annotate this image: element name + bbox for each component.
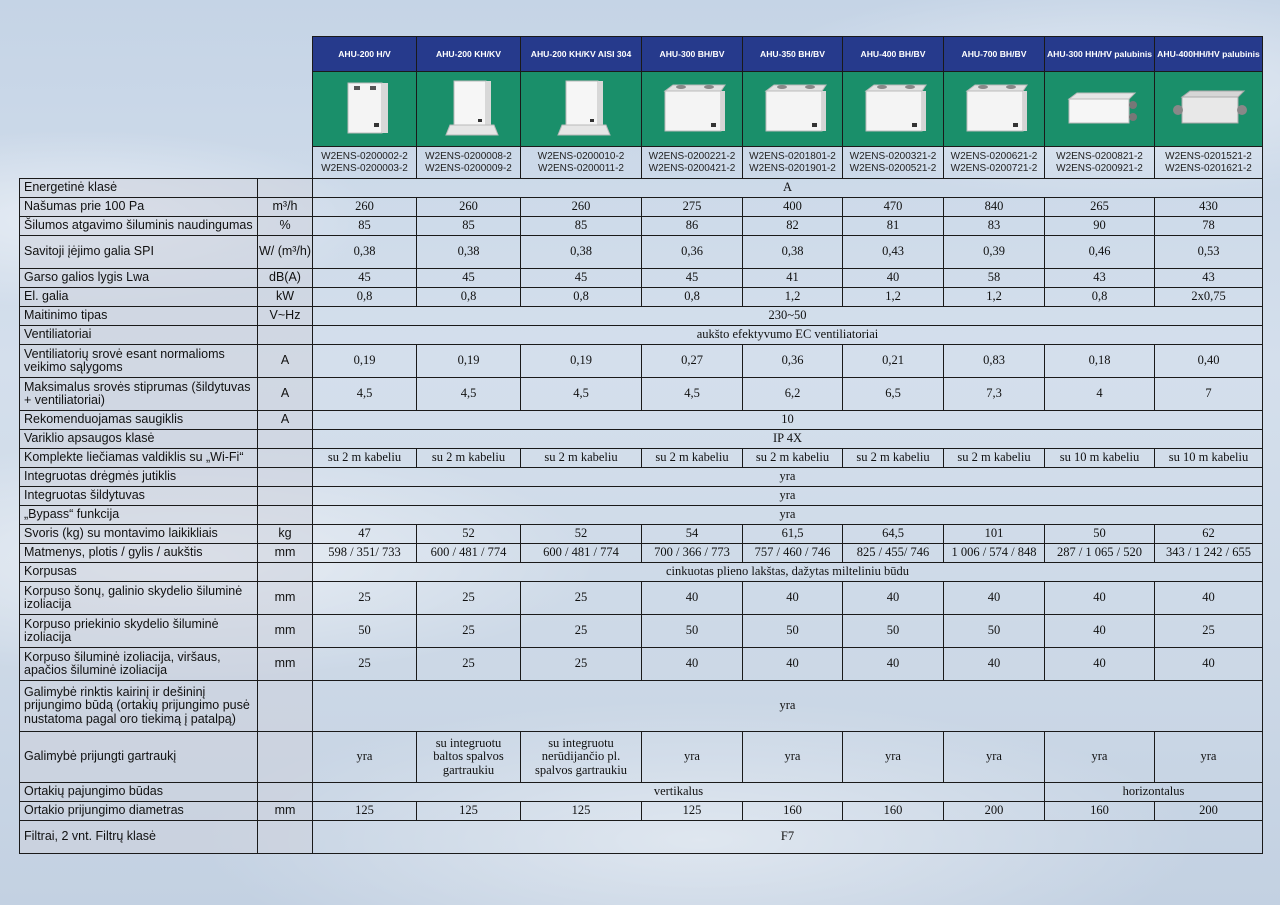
value-cell: 0,36 (642, 236, 743, 269)
product-code: W2ENS-0200821-2 (1056, 151, 1143, 162)
product-name: AHU-300 HH/HV palubinis (1045, 37, 1155, 72)
value-cell-merged: IP 4X (313, 430, 1263, 449)
value-cell: 430 (1155, 198, 1263, 217)
product-code: W2ENS-0200008-2 (425, 151, 512, 162)
ventilation-unit-icon (748, 77, 838, 141)
unit-label: V~Hz (258, 307, 313, 326)
value-cell: 54 (642, 525, 743, 544)
value-cell: 40 (944, 648, 1045, 681)
spec-row (20, 449, 1263, 468)
code-blank (258, 147, 313, 179)
param-label: Maksimalus srovės stiprumas (šildytuvas + ventiliatoriai) (20, 378, 258, 411)
value-cell: 64,5 (843, 525, 944, 544)
value-cell: 101 (944, 525, 1045, 544)
value-cell: 0,18 (1045, 345, 1155, 378)
value-cell: 260 (313, 198, 417, 217)
product-image (1155, 72, 1263, 147)
unit-label: A (258, 345, 313, 378)
param-label: Komplekte liečiamas valdiklis su „Wi-Fi“ (20, 449, 258, 468)
value-cell: yra (1155, 732, 1263, 783)
product-image (1045, 72, 1155, 147)
value-cell: 50 (313, 615, 417, 648)
ventilation-unit-icon (1055, 77, 1145, 141)
value-cell: 0,21 (843, 345, 944, 378)
unit-label (258, 326, 313, 345)
spec-row (20, 487, 1263, 506)
value-cell: 343 / 1 242 / 655 (1155, 544, 1263, 563)
value-cell: 0,27 (642, 345, 743, 378)
param-label: Filtrai, 2 vnt. Filtrų klasė (20, 821, 258, 854)
value-cell: 7,3 (944, 378, 1045, 411)
spec-row (20, 198, 1263, 217)
value-cell: 0,38 (417, 236, 521, 269)
param-label: Integruotas šildytuvas (20, 487, 258, 506)
param-label: Galimybė rinktis kairinį ir dešininį prijungimo būdą (ortakių prijungimo pusė nustatoma pagal oro tiekimą į patalpą) (20, 681, 258, 732)
code-blank (20, 147, 258, 179)
param-label: Ventiliatorių srovė esant normalioms veikimo sąlygoms (20, 345, 258, 378)
value-cell-merged: 10 (313, 411, 1263, 430)
value-cell: 50 (1045, 525, 1155, 544)
product-code: W2ENS-0200721-2 (950, 162, 1038, 174)
product-codes (944, 147, 1045, 179)
value-cell-merged: A (313, 179, 1263, 198)
value-cell: 125 (642, 802, 743, 821)
value-cell-merged: aukšto efektyvumo EC ventiliatoriai (313, 326, 1263, 345)
value-cell-merged: horizontalus (1045, 783, 1263, 802)
value-cell: su 10 m kabeliu (1155, 449, 1263, 468)
value-cell: su 2 m kabeliu (743, 449, 843, 468)
spec-row (20, 326, 1263, 345)
ventilation-unit-icon (536, 77, 626, 141)
value-cell-merged: cinkuotas plieno lakštas, dažytas milteliniu būdu (313, 563, 1263, 582)
ventilation-unit-icon (424, 77, 514, 141)
product-image (313, 72, 417, 147)
value-cell: 25 (417, 615, 521, 648)
product-code: W2ENS-0200010-2 (537, 151, 625, 162)
param-label: Savitoji įėjimo galia SPI (20, 236, 258, 269)
value-cell: 50 (642, 615, 743, 648)
product-image (521, 72, 642, 147)
value-cell-merged: yra (313, 506, 1263, 525)
value-cell: 43 (1155, 269, 1263, 288)
product-image (843, 72, 944, 147)
spec-row (20, 236, 1263, 269)
value-cell: 40 (642, 648, 743, 681)
product-code: W2ENS-0200521-2 (849, 162, 937, 174)
value-cell: 40 (1045, 648, 1155, 681)
value-cell: 0,53 (1155, 236, 1263, 269)
value-cell: su 10 m kabeliu (1045, 449, 1155, 468)
value-cell: 470 (843, 198, 944, 217)
value-cell: 40 (944, 582, 1045, 615)
param-label: El. galia (20, 288, 258, 307)
product-name: AHU-200 KH/KV AISI 304 (521, 37, 642, 72)
product-image (642, 72, 743, 147)
value-cell: 90 (1045, 217, 1155, 236)
value-cell: 0,38 (521, 236, 642, 269)
image-blank (20, 72, 258, 147)
value-cell: 840 (944, 198, 1045, 217)
spec-row (20, 345, 1263, 378)
value-cell: 260 (521, 198, 642, 217)
value-cell: 25 (1155, 615, 1263, 648)
value-cell: 47 (313, 525, 417, 544)
value-cell: 50 (843, 615, 944, 648)
value-cell: 25 (313, 648, 417, 681)
spec-row (20, 732, 1263, 783)
value-cell: 78 (1155, 217, 1263, 236)
value-cell: 25 (521, 648, 642, 681)
product-codes (843, 147, 944, 179)
value-cell: 41 (743, 269, 843, 288)
value-cell: 82 (743, 217, 843, 236)
param-label: Galimybė prijungti gartraukį (20, 732, 258, 783)
value-cell: 1,2 (944, 288, 1045, 307)
value-cell: 0,43 (843, 236, 944, 269)
value-cell: su integruotu baltos spalvos gartraukiu (417, 732, 521, 783)
value-cell: 0,19 (521, 345, 642, 378)
code-row (20, 147, 1263, 179)
spec-row (20, 179, 1263, 198)
value-cell: 125 (313, 802, 417, 821)
value-cell: 52 (521, 525, 642, 544)
value-cell: 85 (313, 217, 417, 236)
value-cell: 400 (743, 198, 843, 217)
value-cell: 58 (944, 269, 1045, 288)
value-cell: 600 / 481 / 774 (521, 544, 642, 563)
product-name: AHU-350 BH/BV (743, 37, 843, 72)
spec-table (19, 36, 1263, 854)
value-cell-merged: F7 (313, 821, 1263, 854)
value-cell: 25 (417, 648, 521, 681)
value-cell: 275 (642, 198, 743, 217)
value-cell: yra (843, 732, 944, 783)
value-cell: 43 (1045, 269, 1155, 288)
param-label: Šilumos atgavimo šiluminis naudingumas (20, 217, 258, 236)
value-cell: 0,38 (743, 236, 843, 269)
param-label: Korpuso šonų, galinio skydelio šiluminė izoliacija (20, 582, 258, 615)
unit-label: kg (258, 525, 313, 544)
param-label: Ortakių pajungimo būdas (20, 783, 258, 802)
value-cell: 86 (642, 217, 743, 236)
value-cell: 2x0,75 (1155, 288, 1263, 307)
value-cell: 40 (1155, 648, 1263, 681)
value-cell: 81 (843, 217, 944, 236)
product-code: W2ENS-0200002-2 (321, 151, 408, 162)
product-codes (743, 147, 843, 179)
param-label: Matmenys, plotis / gylis / aukštis (20, 544, 258, 563)
value-cell: 25 (417, 582, 521, 615)
param-label: Variklio apsaugos klasė (20, 430, 258, 449)
unit-label: % (258, 217, 313, 236)
value-cell: 0,8 (642, 288, 743, 307)
value-cell: 40 (843, 269, 944, 288)
value-cell: 160 (1045, 802, 1155, 821)
value-cell: su 2 m kabeliu (642, 449, 743, 468)
value-cell: 6,2 (743, 378, 843, 411)
value-cell: 40 (843, 648, 944, 681)
spec-row (20, 217, 1263, 236)
unit-label: m³/h (258, 198, 313, 217)
value-cell-merged: yra (313, 468, 1263, 487)
product-image (743, 72, 843, 147)
product-name: AHU-300 BH/BV (642, 37, 743, 72)
value-cell: yra (743, 732, 843, 783)
product-code: W2ENS-0201901-2 (749, 162, 836, 174)
spec-row (20, 582, 1263, 615)
value-cell: su 2 m kabeliu (843, 449, 944, 468)
value-cell: 0,8 (521, 288, 642, 307)
value-cell: 260 (417, 198, 521, 217)
param-label: Energetinė klasė (20, 179, 258, 198)
value-cell: 1,2 (843, 288, 944, 307)
value-cell: 6,5 (843, 378, 944, 411)
value-cell-merged: vertikalus (313, 783, 1045, 802)
unit-label: mm (258, 648, 313, 681)
value-cell: 40 (1155, 582, 1263, 615)
product-codes (417, 147, 521, 179)
param-label: „Bypass“ funkcija (20, 506, 258, 525)
param-label: Korpuso priekinio skydelio šiluminė izoliacija (20, 615, 258, 648)
value-cell: 4,5 (521, 378, 642, 411)
product-code: W2ENS-0201521-2 (1165, 151, 1252, 162)
value-cell: 45 (521, 269, 642, 288)
param-label: Svoris (kg) su montavimo laikikliais (20, 525, 258, 544)
spec-row (20, 430, 1263, 449)
value-cell: 40 (843, 582, 944, 615)
param-label: Korpuso šiluminė izoliacija, viršaus, apačios šiluminė izoliacija (20, 648, 258, 681)
value-cell: 40 (743, 648, 843, 681)
value-cell: 45 (313, 269, 417, 288)
value-cell: 0,19 (417, 345, 521, 378)
spec-row (20, 525, 1263, 544)
ventilation-unit-icon (848, 77, 938, 141)
spec-row (20, 681, 1263, 732)
value-cell: yra (1045, 732, 1155, 783)
value-cell: 4,5 (313, 378, 417, 411)
value-cell: 125 (521, 802, 642, 821)
value-cell: su 2 m kabeliu (944, 449, 1045, 468)
value-cell: 4 (1045, 378, 1155, 411)
value-cell: 0,8 (417, 288, 521, 307)
value-cell: 0,83 (944, 345, 1045, 378)
value-cell: 25 (521, 615, 642, 648)
product-code: W2ENS-0200221-2 (648, 151, 736, 162)
unit-label (258, 468, 313, 487)
value-cell: 40 (1045, 582, 1155, 615)
header-blank (20, 37, 258, 72)
unit-label (258, 563, 313, 582)
unit-label: mm (258, 615, 313, 648)
product-code: W2ENS-0200421-2 (648, 162, 736, 174)
param-label: Korpusas (20, 563, 258, 582)
value-cell: 125 (417, 802, 521, 821)
unit-label: kW (258, 288, 313, 307)
value-cell: 50 (743, 615, 843, 648)
param-label: Maitinimo tipas (20, 307, 258, 326)
product-name: AHU-400HH/HV palubinis (1155, 37, 1263, 72)
product-image (417, 72, 521, 147)
product-codes (642, 147, 743, 179)
product-code: W2ENS-0201801-2 (749, 151, 836, 162)
value-cell: su 2 m kabeliu (521, 449, 642, 468)
product-code: W2ENS-0200009-2 (425, 162, 512, 174)
value-cell: 0,40 (1155, 345, 1263, 378)
product-code: W2ENS-0200011-2 (538, 162, 624, 174)
value-cell: su 2 m kabeliu (417, 449, 521, 468)
value-cell: yra (944, 732, 1045, 783)
value-cell: 40 (743, 582, 843, 615)
value-cell: 85 (521, 217, 642, 236)
unit-label: dB(A) (258, 269, 313, 288)
spec-row (20, 506, 1263, 525)
spec-row (20, 544, 1263, 563)
unit-label: A (258, 378, 313, 411)
value-cell: su 2 m kabeliu (313, 449, 417, 468)
value-cell: 85 (417, 217, 521, 236)
unit-label (258, 449, 313, 468)
value-cell: 0,36 (743, 345, 843, 378)
product-codes (1045, 147, 1155, 179)
spec-row (20, 648, 1263, 681)
product-code: W2ENS-0200321-2 (849, 151, 937, 162)
product-name: AHU-200 H/V (313, 37, 417, 72)
product-codes (1155, 147, 1263, 179)
value-cell: 61,5 (743, 525, 843, 544)
value-cell: 0,8 (313, 288, 417, 307)
unit-label (258, 430, 313, 449)
spec-row (20, 288, 1263, 307)
unit-label (258, 506, 313, 525)
value-cell: 40 (1045, 615, 1155, 648)
value-cell: 700 / 366 / 773 (642, 544, 743, 563)
product-name: AHU-200 KH/KV (417, 37, 521, 72)
unit-label (258, 179, 313, 198)
product-code: W2ENS-0201621-2 (1165, 162, 1252, 174)
spec-row (20, 411, 1263, 430)
unit-label: mm (258, 544, 313, 563)
param-label: Ortakio prijungimo diametras (20, 802, 258, 821)
value-cell: 50 (944, 615, 1045, 648)
value-cell: 0,39 (944, 236, 1045, 269)
header-row (20, 37, 1263, 72)
value-cell: 52 (417, 525, 521, 544)
value-cell: 83 (944, 217, 1045, 236)
unit-label: mm (258, 582, 313, 615)
spec-row (20, 378, 1263, 411)
product-name: AHU-700 BH/BV (944, 37, 1045, 72)
ventilation-unit-icon (647, 77, 737, 141)
unit-label: W/ (m³/h) (258, 236, 313, 269)
product-codes (313, 147, 417, 179)
image-blank (258, 72, 313, 147)
spec-row (20, 269, 1263, 288)
value-cell: 600 / 481 / 774 (417, 544, 521, 563)
ventilation-unit-icon (949, 77, 1039, 141)
param-label: Rekomenduojamas saugiklis (20, 411, 258, 430)
value-cell: 45 (417, 269, 521, 288)
value-cell: 4,5 (642, 378, 743, 411)
value-cell: yra (642, 732, 743, 783)
spec-row (20, 563, 1263, 582)
value-cell: 4,5 (417, 378, 521, 411)
value-cell: 7 (1155, 378, 1263, 411)
param-label: Integruotas drėgmės jutiklis (20, 468, 258, 487)
value-cell: 0,19 (313, 345, 417, 378)
value-cell: 160 (743, 802, 843, 821)
product-name: AHU-400 BH/BV (843, 37, 944, 72)
value-cell: 0,38 (313, 236, 417, 269)
unit-label: mm (258, 802, 313, 821)
product-code: W2ENS-0200921-2 (1056, 162, 1143, 174)
value-cell-merged: yra (313, 681, 1263, 732)
spec-row (20, 468, 1263, 487)
value-cell: 0,8 (1045, 288, 1155, 307)
unit-label (258, 487, 313, 506)
value-cell: 287 / 1 065 / 520 (1045, 544, 1155, 563)
value-cell: 160 (843, 802, 944, 821)
value-cell: 62 (1155, 525, 1263, 544)
spec-row (20, 821, 1263, 854)
product-code: W2ENS-0200621-2 (950, 151, 1038, 162)
value-cell: 25 (313, 582, 417, 615)
param-label: Našumas prie 100 Pa (20, 198, 258, 217)
spec-row (20, 615, 1263, 648)
ventilation-unit-icon (320, 77, 410, 141)
value-cell: 598 / 351/ 733 (313, 544, 417, 563)
value-cell: 265 (1045, 198, 1155, 217)
unit-label (258, 732, 313, 783)
ventilation-unit-icon (1164, 77, 1254, 141)
value-cell: yra (313, 732, 417, 783)
value-cell: 45 (642, 269, 743, 288)
spec-row (20, 783, 1263, 802)
unit-label (258, 783, 313, 802)
unit-label (258, 821, 313, 854)
value-cell: 25 (521, 582, 642, 615)
value-cell: 40 (642, 582, 743, 615)
value-cell: 757 / 460 / 746 (743, 544, 843, 563)
value-cell-merged: yra (313, 487, 1263, 506)
header-blank (258, 37, 313, 72)
product-image (944, 72, 1045, 147)
unit-label: A (258, 411, 313, 430)
value-cell: 1,2 (743, 288, 843, 307)
value-cell: 200 (1155, 802, 1263, 821)
param-label: Garso galios lygis Lwa (20, 269, 258, 288)
value-cell: su integruotu nerūdijančio pl. spalvos gartraukiu (521, 732, 642, 783)
value-cell: 825 / 455/ 746 (843, 544, 944, 563)
unit-label (258, 681, 313, 732)
product-code: W2ENS-0200003-2 (321, 162, 408, 174)
value-cell-merged: 230~50 (313, 307, 1263, 326)
value-cell: 0,46 (1045, 236, 1155, 269)
spec-row (20, 802, 1263, 821)
image-row (20, 72, 1263, 147)
param-label: Ventiliatoriai (20, 326, 258, 345)
spec-row (20, 307, 1263, 326)
product-codes (521, 147, 642, 179)
value-cell: 200 (944, 802, 1045, 821)
value-cell: 1 006 / 574 / 848 (944, 544, 1045, 563)
